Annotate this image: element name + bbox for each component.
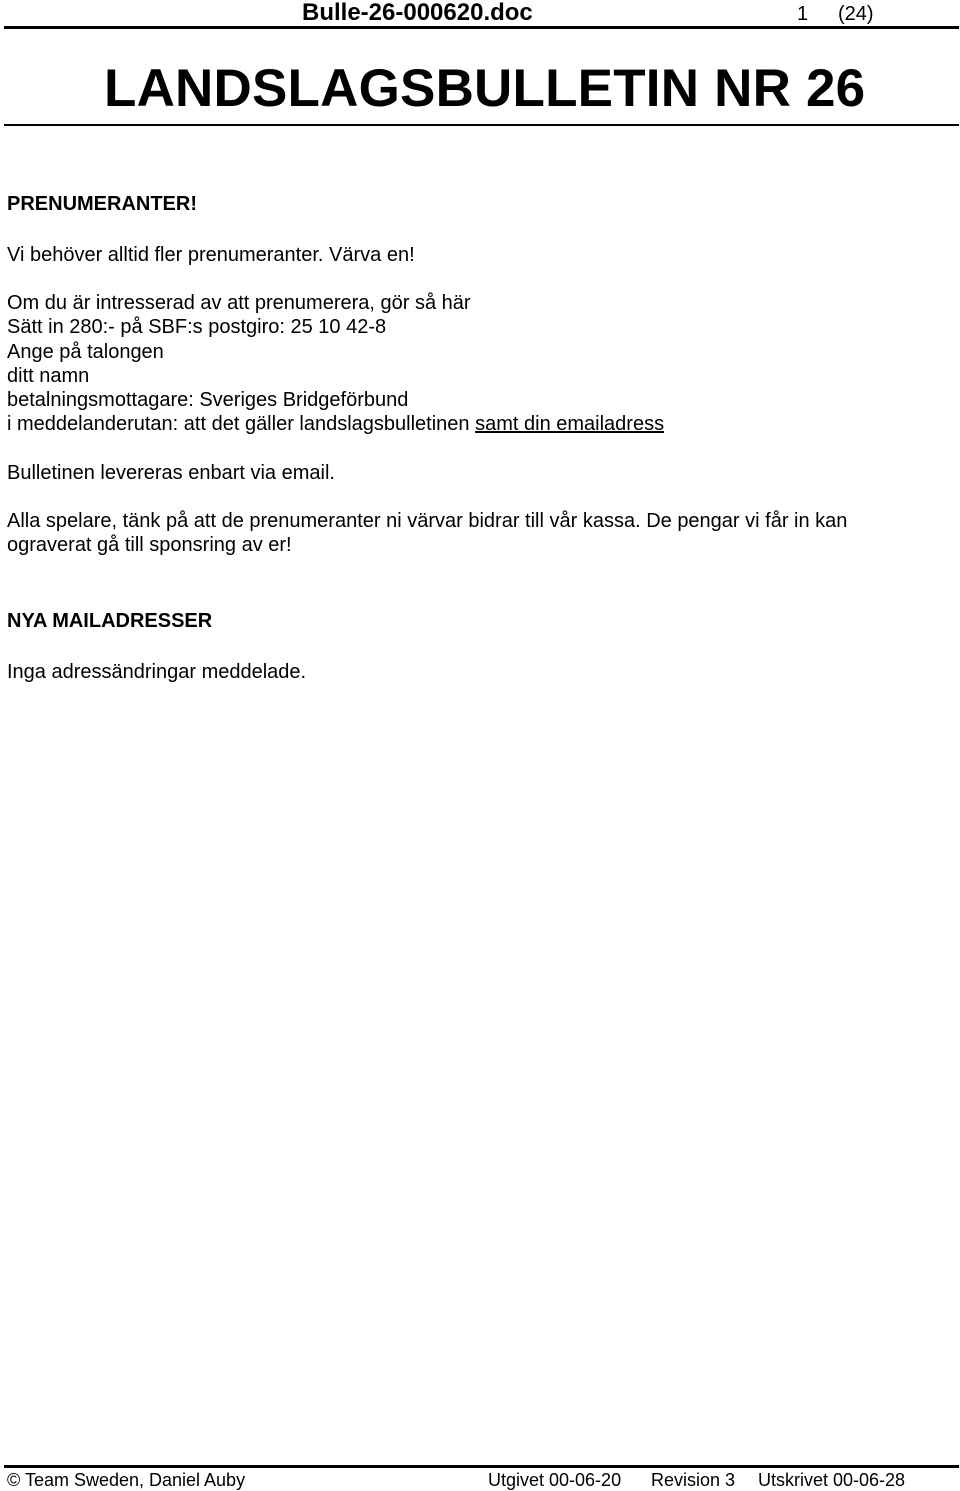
page-number: 1 [797,3,809,25]
footer-copyright: © Team Sweden, Daniel Auby [7,1470,246,1490]
page-total: (24) [838,3,874,25]
subscribers-heading: PRENUMERANTER! [7,193,197,215]
document-title: LANDSLAGSBULLETIN NR 26 [104,59,866,118]
subscribers-intro: Vi behöver alltid fler prenumeranter. Värva en! [7,244,415,266]
header-rule [4,26,959,29]
instruction-line: Ange på talongen [7,341,164,363]
instruction-line: Sätt in 280:- på SBF:s postgiro: 25 10 42-8 [7,316,387,338]
message-line [7,412,664,436]
instruction-line: ditt namn [7,365,90,387]
footer-issued: Utgivet 00-06-20 [488,1470,622,1490]
delivery-note: Bulletinen levereras enbart via email. [7,462,335,484]
footer-rule [4,1465,959,1468]
appeal-text: ograverat gå till sponsring av er! [7,534,292,556]
message-text: i meddelanderutan: att det gäller landslagsbulletinen [7,413,476,435]
appeal-text: Alla spelare, tänk på att de prenumeranter ni värvar bidrar till vår kassa. De pengar vi får in kan [7,510,848,532]
document-filename: Bulle-26-000620.doc [302,0,533,26]
footer-revision: Revision 3 [651,1470,736,1490]
instruction-line: betalningsmottagare: Sveriges Bridgeförbund [7,389,409,411]
footer-printed: Utskrivet 00-06-28 [758,1470,906,1490]
new-mail-heading: NYA MAILADRESSER [7,610,213,632]
title-rule [4,124,959,126]
email-requirement: samt din emailadress [475,413,665,435]
instruction-line: Om du är intresserad av att prenumerera, gör så här [7,292,471,314]
new-mail-text: Inga adressändringar meddelade. [7,661,307,683]
